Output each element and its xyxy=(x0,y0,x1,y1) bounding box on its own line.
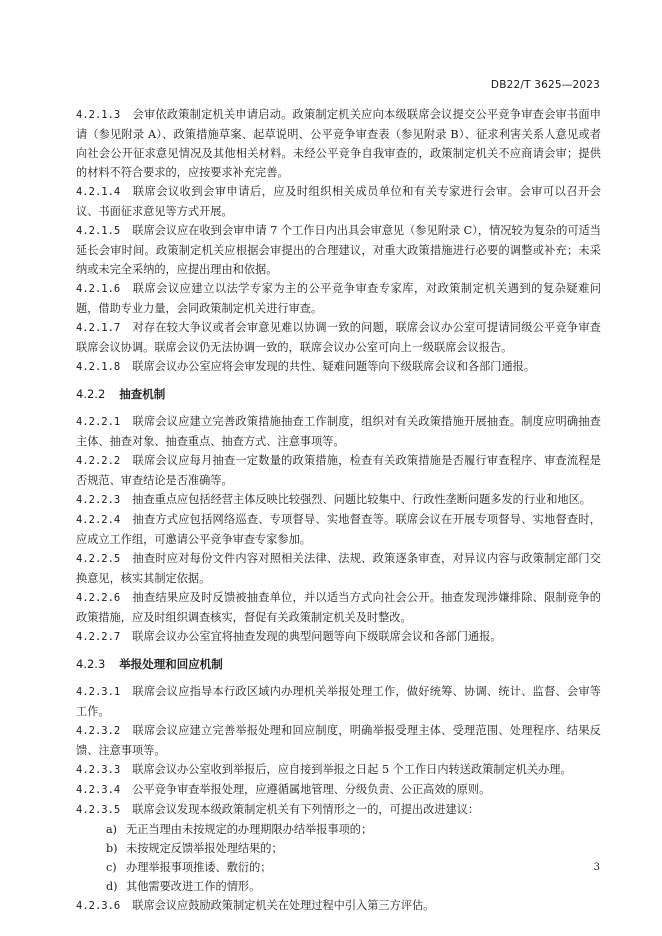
list-item xyxy=(76,858,601,877)
clause-number: 4.2.2.1 xyxy=(76,416,121,428)
clause-text: 联席会议应鼓励政策制定机关在处理过程中引入第三方评估。 xyxy=(132,899,435,912)
clause-text: 联席会议应在收到会审申请 7 个工作日内出具会审意见（参见附录 C），情况较为复杂的可适当延长会审时间。政策制定机关应根据会审提出的合理建议，对重大政策措施进行必要的调整或补充；未采纳或未完全采纳的，应提出理由和依据。 xyxy=(76,224,601,276)
clause-number: 4.2.2.5 xyxy=(76,553,121,565)
section-title: 抽查机制 xyxy=(119,387,166,401)
clause-text: 会审依政策制定机关申请启动。政策制定机关应向本级联席会议提交公平竞争审查会审书面申请（参见附录 A）、政策措施草案、起草说明、公平竞争审查表（参见附录 B）、征求利害关系人意见或者向社会公开征求意见情况及其他相关材料。未经公平竞争自我审查的，政策制定机关不应商请会审；提供的材料不符合要求的，应按要求补充完善。 xyxy=(76,108,601,179)
clause-text: 联席会议应建立以法学专家为主的公平竞争审查专家库，对政策制定机关遇到的复杂疑难问题，借助专业力量，会同政策制定机关进行审查。 xyxy=(76,282,601,315)
list-item xyxy=(76,877,601,896)
list-marker: d) xyxy=(106,880,118,893)
clause-paragraph xyxy=(76,318,601,357)
clause-paragraph xyxy=(76,105,601,182)
clause-text: 联席会议发现本级政策制定机关有下列情形之一的，可提出改进建议： xyxy=(132,803,480,816)
clause-text: 抽查方式应包括网络巡查、专项督导、实地督查等。联席会议在开展专项督导、实地督查时，应成立工作组，可邀请公平竞争审查专家参加。 xyxy=(76,513,601,546)
list-item xyxy=(76,820,601,839)
clause-paragraph xyxy=(76,760,601,780)
clause-paragraph xyxy=(76,510,601,549)
clause-text: 对存在较大争议或者会审意见难以协调一致的问题，联席会议办公室可提请同级公平竞争审查联席会议协调。联席会议仍无法协调一致的，联席会议办公室可向上一级联席会议报告。 xyxy=(76,321,601,354)
clause-text: 联席会议应指导本行政区域内办理机关举报处理工作，做好统筹、协调、统计、监督、会审等工作。 xyxy=(76,685,601,718)
clause-paragraph xyxy=(76,221,601,279)
clause-text: 联席会议办公室收到举报后，应自接到举报之日起 5 个工作日内转送政策制定机关办理。 xyxy=(132,763,572,776)
document-code: DB22/T 3625—2023 xyxy=(490,79,600,91)
clause-number: 4.2.2.3 xyxy=(76,494,121,506)
clause-paragraph xyxy=(76,682,601,721)
section-number: 4.2.3 xyxy=(76,657,106,671)
clause-paragraph xyxy=(76,451,601,490)
clause-text: 联席会议办公室宜将抽查发现的典型问题等向下级联席会议和各部门通报。 xyxy=(132,630,502,643)
clause-number: 4.2.1.6 xyxy=(76,283,121,295)
clause-number: 4.2.1.5 xyxy=(76,225,121,237)
section-heading xyxy=(76,385,601,404)
list-marker: c) xyxy=(106,861,117,874)
clause-paragraph xyxy=(76,279,601,318)
clause-text: 联席会议收到会审申请后，应及时组织相关成员单位和有关专家进行会审。会审可以召开会议、书面征求意见等方式开展。 xyxy=(76,185,601,218)
list-item-text: 无正当理由未按规定的办理期限办结举报事项的； xyxy=(126,823,373,836)
clause-paragraph xyxy=(76,182,601,221)
clause-number: 4.2.2.7 xyxy=(76,631,121,643)
clause-number: 4.2.3.5 xyxy=(76,804,121,816)
clause-paragraph xyxy=(76,780,601,800)
clause-paragraph xyxy=(76,357,601,377)
clause-text: 抽查结果应及时反馈被抽查单位，并以适当方式向社会公开。抽查发现涉嫌排除、限制竞争的政策措施，应及时组织调查核实，督促有关政策制定机关及时整改。 xyxy=(76,591,601,624)
clause-number: 4.2.2.6 xyxy=(76,592,121,604)
clause-text: 联席会议应建立完善政策措施抽查工作制度，组织对有关政策措施开展抽查。制度应明确抽查主体、抽查对象、抽查重点、抽查方式、注意事项等。 xyxy=(76,415,601,448)
clause-paragraph xyxy=(76,627,601,647)
clause-number: 4.2.3.1 xyxy=(76,686,121,698)
clause-text: 联席会议应建立完善举报处理和回应制度，明确举报受理主体、受理范围、处理程序、结果反馈、注意事项等。 xyxy=(76,724,601,757)
clause-paragraph xyxy=(76,588,601,627)
list-item-text: 其他需要改进工作的情形。 xyxy=(126,880,261,893)
clause-text: 联席会议应每月抽查一定数量的政策措施，检查有关政策措施是否履行审查程序、审查流程是否规范、审查结论是否准确等。 xyxy=(76,454,601,487)
clause-number: 4.2.3.4 xyxy=(76,784,121,796)
list-item-text: 办理举报事项推诿、敷衍的； xyxy=(126,861,272,874)
clause-number: 4.2.2.4 xyxy=(76,514,121,526)
clause-text: 抽查重点应包括经营主体反映比较强烈、问题比较集中、行政性垄断问题多发的行业和地区。 xyxy=(132,493,591,506)
clause-text: 公平竞争审查举报处理，应遵循属地管理、分级负责、公正高效的原则。 xyxy=(132,783,491,796)
clause-paragraph xyxy=(76,721,601,760)
section-title: 举报处理和回应机制 xyxy=(119,657,223,671)
list-item-text: 未按规定反馈举报处理结果的； xyxy=(126,842,283,855)
clause-number: 4.2.3.6 xyxy=(76,900,121,912)
clause-number: 4.2.3.3 xyxy=(76,764,121,776)
clause-number: 4.2.2.2 xyxy=(76,455,121,467)
list-item xyxy=(76,839,601,858)
clause-number: 4.2.3.2 xyxy=(76,725,121,737)
page-number: 3 xyxy=(593,862,600,873)
section-number: 4.2.2 xyxy=(76,387,106,401)
clause-text: 抽查时应对每份文件内容对照相关法律、法规、政策逐条审查，对异议内容与政策制定部门交换意见，核实其制定依据。 xyxy=(76,552,601,585)
section-heading xyxy=(76,655,601,674)
list-marker: b) xyxy=(106,842,118,855)
clause-paragraph xyxy=(76,549,601,588)
clause-paragraph xyxy=(76,800,601,820)
clause-paragraph xyxy=(76,412,601,451)
clause-number: 4.2.1.4 xyxy=(76,186,121,198)
clause-paragraph xyxy=(76,490,601,510)
clause-text: 联席会议办公室应将会审发现的共性、疑难问题等向下级联席会议和各部门通报。 xyxy=(132,360,536,373)
list-marker: a) xyxy=(106,823,118,836)
clause-number: 4.2.1.8 xyxy=(76,361,121,373)
clause-number: 4.2.1.3 xyxy=(76,109,121,121)
clause-number: 4.2.1.7 xyxy=(76,322,121,334)
clause-paragraph xyxy=(76,896,601,916)
document-body xyxy=(76,105,601,916)
